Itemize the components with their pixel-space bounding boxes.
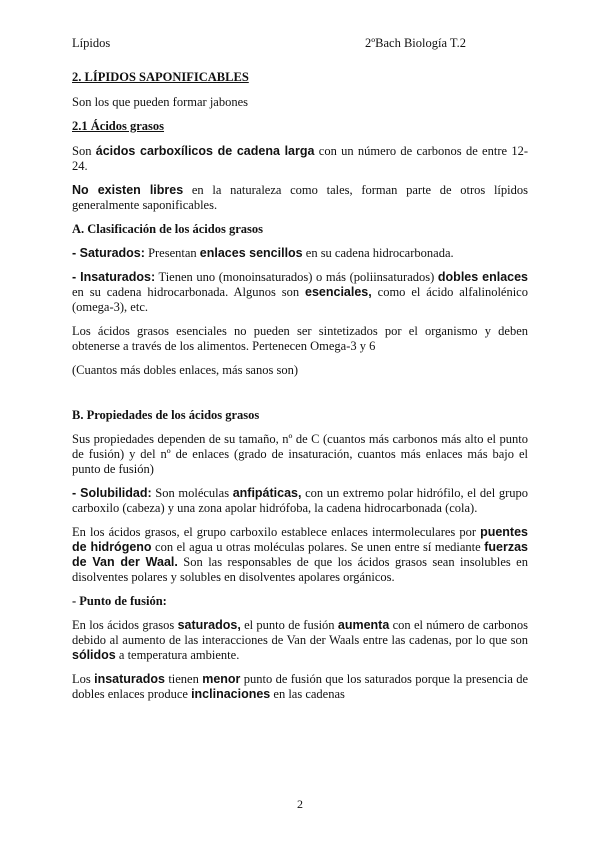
header-left: Lípidos	[72, 36, 111, 50]
intro-paragraph: Son los que pueden formar jabones	[72, 95, 249, 109]
spacer	[72, 387, 528, 408]
definition-paragraph: Son ácidos carboxílicos de cadena larga con un número de carbonos de entre 12-24.	[72, 144, 528, 173]
esenciales-paragraph: Los ácidos grasos esenciales no pueden ser sintetizados por el organismo y deben obtenerse a través de los alimentos. Pertenecen Omega-3 y 6	[72, 324, 528, 353]
document-body	[72, 70, 528, 711]
solubilidad-paragraph: - Solubilidad: Son moléculas anfipáticas, con un extremo polar hidrófilo, el del grupo carboxilo (cabeza) y una zona apolar hidrófoba, la cadena hidrocarbonada (cola).	[72, 486, 528, 515]
clasificacion-title: A. Clasificación de los ácidos grasos	[72, 222, 263, 236]
header-right: 2ºBach Biología T.2	[365, 36, 466, 50]
no-libres-paragraph: No existen libres en la naturaleza como tales, forman parte de otros lípidos generalmente saponificables.	[72, 183, 528, 212]
propiedades-title: B. Propiedades de los ácidos grasos	[72, 408, 260, 422]
insaturados-paragraph: - Insaturados: Tienen uno (monoinsaturados) o más (poliinsaturados) dobles enlaces en su cadena hidrocarbonada. Algunos son esenciales, como el ácido alfalinolénico (omega-3), etc.	[72, 270, 528, 314]
enlaces-paragraph: En los ácidos grasos, el grupo carboxilo establece enlaces intermoleculares por puentes de hidrógeno con el agua u otras moléculas polares. Se unen entre sí mediante fuerzas de Van der Waal. Son las responsables de que los ácidos grasos sean insolubles en disolventes polares y solubles en disolventes apolares orgánicos.	[72, 525, 528, 584]
subsection-title: 2.1 Ácidos grasos	[72, 119, 165, 133]
fusion-insaturados-paragraph: Los insaturados tienen menor punto de fusión que los saturados porque la presencia de dobles enlaces produce inclinaciones en las cadenas	[72, 672, 529, 701]
nota-paragraph: (Cuantos más dobles enlaces, más sanos son)	[72, 363, 299, 377]
section-title: 2. LÍPIDOS SAPONIFICABLES	[72, 70, 249, 84]
saturados-paragraph: - Saturados: Presentan enlaces sencillos en su cadena hidrocarbonada.	[72, 246, 454, 260]
fusion-saturados-paragraph: En los ácidos grasos saturados, el punto de fusión aumenta con el número de carbonos debido al aumento de las interacciones de Van der Waals entre las cadenas, por lo que son sólidos a temperatura ambiente.	[72, 618, 528, 662]
page-number: 2	[297, 797, 303, 811]
propiedades-intro: Sus propiedades dependen de su tamaño, nº de C (cuantos más carbonos más alto el punto de fusión) y del nº de enlaces (grado de insaturación, cuantos más enlaces más bajo el punto de fusión)	[72, 432, 528, 476]
punto-fusion-title: - Punto de fusión:	[72, 594, 167, 608]
